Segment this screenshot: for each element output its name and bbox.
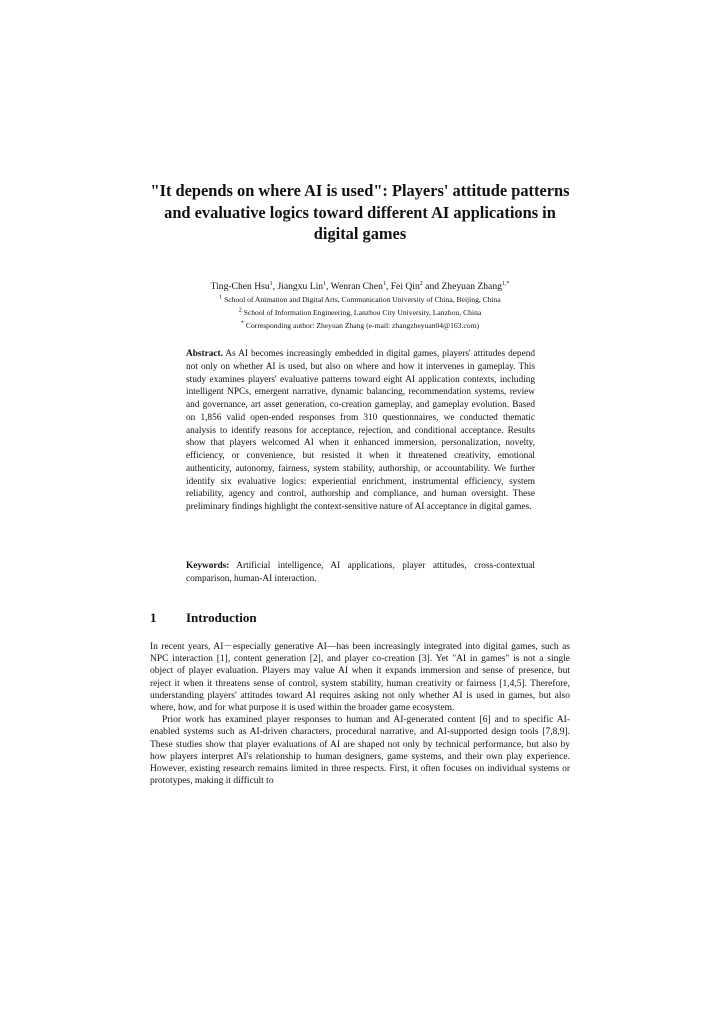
author: Zheyuan Zhang$^{1,*}$ xyxy=(441,280,510,292)
section-title: Introduction xyxy=(186,610,257,625)
keywords-text: Artificial intelligence, AI applications, player attitudes, cross-contextual comparison, human-AI interaction. xyxy=(186,561,536,584)
affiliation-2: $^2$ School of Information Engineering, Lanzhou City University, Lanzhou, China xyxy=(238,307,482,317)
paper-title: "It depends on where AI is used": Players' attitude patterns and evaluative logics toward different AI applications in digital games xyxy=(150,181,570,243)
keywords xyxy=(186,560,535,586)
author: Wenran Chen$^1$, xyxy=(330,280,391,292)
abstract-label: Abstract. xyxy=(186,349,223,359)
corresponding-author: * Corresponding author: Zheyuan Zhang (e-mail: zhangzheyuan04@163.com) xyxy=(241,320,479,330)
paragraph: Prior work has examined player responses to human and AI-generated content [6] and to specific AI-enabled systems such as AI-driven characters, procedural narrative, and AI-supported design tools [7,8,9]. These studies show that player evaluations of AI are shaped not only by technical performance, but also by how players interpret AI's relationship to human designers, game systems, and their own play experience. However, existing research remains limited in three respects. First, it often focuses on individual systems or prototypes, making it difficult to xyxy=(150,715,570,787)
author-list xyxy=(150,280,570,294)
author: Jiangxu Lin$^1$, xyxy=(277,280,331,292)
abstract xyxy=(186,348,535,514)
author: Fei Qin$^2$ and xyxy=(390,280,442,292)
section-body xyxy=(150,641,570,787)
author: Ting-Chen Hsu$^1$, xyxy=(210,280,278,292)
paragraph: In recent years, AI－especially generative AI—has been increasingly integrated into digital games, such as NPC interaction [1], content generation [2], and player co-creation [3]. Yet "AI in games" is not a single object of player evaluation. Players may value AI when it expands immersion and sense of presence, but reject it when it threatens sense of control, system stability, human creativity or fairness [1,4,5]. Therefore, understanding players' attitudes toward AI requires asking not only whether AI is used in games, but also where, how, and for what purpose it is used within the broader game ecosystem. xyxy=(150,642,570,714)
abstract-text: As AI becomes increasingly embedded in digital games, players' attitudes depend not only on whether AI is used, but also on where and how it intervenes in gameplay. This study examines players' evaluative patterns toward eight AI application contexts, including intelligent NPCs, emergent narrative, dynamic balancing, recommendation systems, review and governance, art asset generation, co-creation gameplay, and gameplay evolution. Based on 1,856 valid open-ended responses from 310 questionnaires, we conducted thematic analysis to identify reasons for acceptance, rejection, and conditional acceptance. Results show that players welcomed AI when it enhanced immersion, personalization, novelty, efficiency, or convenience, but resisted it when it threatened creativity, emotional authenticity, autonomy, fairness, system stability, authorship, or accountability. We further identify six evaluative logics: experiential enrichment, instrumental efficiency, system reliability, agency and control, authorship and compliance, and human oversight. These preliminary findings highlight the context-sensitive nature of AI acceptance in digital games. xyxy=(186,349,536,512)
affiliation-1: $^1$ School of Animation and Digital Arts, Communication University of China, Beijing, China xyxy=(219,294,501,304)
section-heading xyxy=(150,610,257,626)
keywords-label: Keywords: xyxy=(186,561,230,571)
section-number: 1 xyxy=(150,610,157,625)
